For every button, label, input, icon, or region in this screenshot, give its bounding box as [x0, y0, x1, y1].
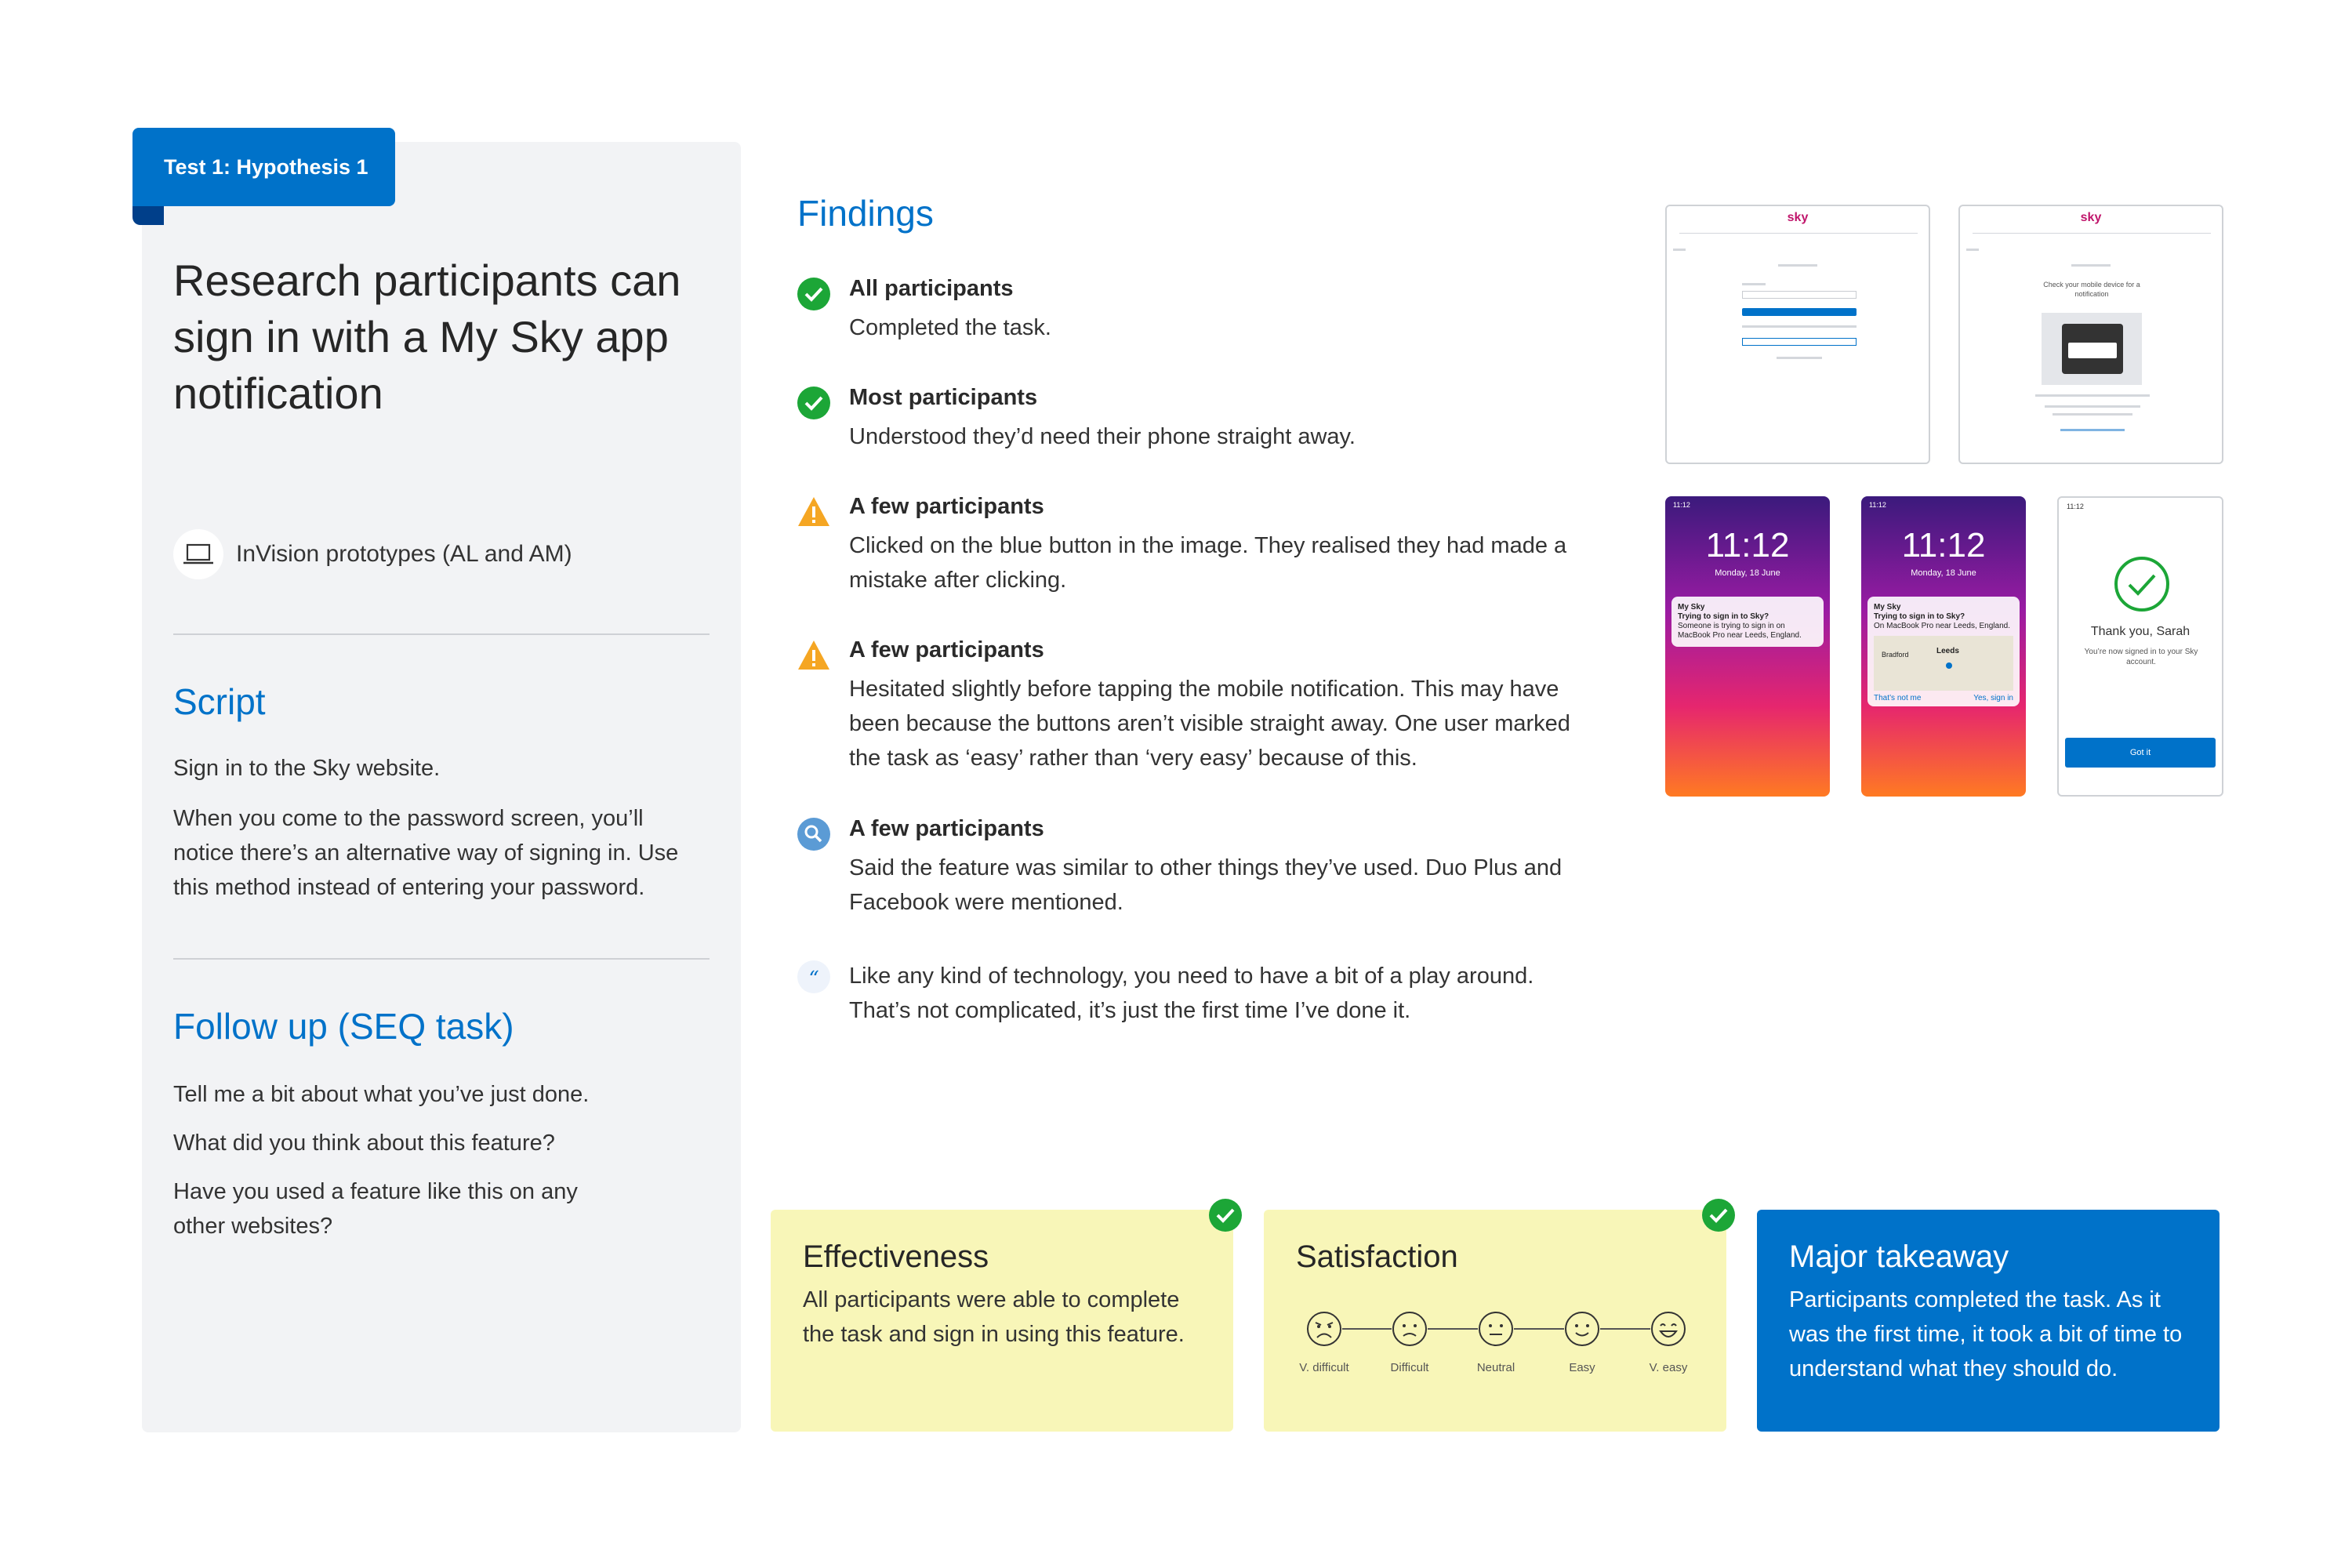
- status-time: 11:12: [1869, 501, 1886, 509]
- thank-you-screen-thumbnail: [2057, 496, 2223, 797]
- phone-time: 11:12: [1901, 526, 1986, 564]
- follow-up-question: Tell me a bit about what you’ve just done.: [173, 1082, 590, 1107]
- instruction-line: [2035, 394, 2150, 397]
- phone-date: Monday, 18 June: [1715, 568, 1780, 578]
- satisfaction-check-icon: [1702, 1199, 1735, 1232]
- thanks-title: Thank you, Sarah: [2090, 625, 2190, 638]
- easy-face-icon: [1564, 1311, 1600, 1347]
- scale-label: V. easy: [1649, 1361, 1688, 1374]
- svg-text:“: “: [808, 967, 819, 991]
- difficult-face-icon: [1392, 1311, 1428, 1347]
- instruction-line: [2045, 405, 2140, 408]
- script-paragraph: Sign in to the Sky website.: [173, 756, 441, 781]
- follow-up-question: What did you think about this feature?: [173, 1131, 555, 1156]
- status-time: 11:12: [2067, 503, 2084, 510]
- finding-body: Understood they’d need their phone straight away.: [849, 424, 1356, 449]
- header-divider: [1973, 233, 2211, 234]
- follow-up-question: Have you used a feature like this on any other websites?: [173, 1179, 578, 1239]
- help-link: [2060, 429, 2125, 431]
- follow-up-title: Follow up (SEQ task): [173, 1006, 514, 1047]
- finding-heading: A few participants: [849, 637, 1044, 662]
- phone-illustration: [2042, 313, 2142, 385]
- phone-time: 11:12: [1705, 526, 1790, 564]
- notification-shape: [2068, 343, 2117, 358]
- finding-body: Completed the task.: [849, 315, 1051, 340]
- notification-title: Trying to sign in to Sky?: [1678, 612, 1769, 621]
- effectiveness-card: [771, 1210, 1233, 1432]
- notification-app: My Sky: [1874, 603, 1901, 612]
- decline-action: That’s not me: [1874, 694, 1922, 702]
- sky-logo: sky: [1787, 211, 1809, 224]
- findings-title: Findings: [797, 193, 934, 234]
- success-check-icon: [2114, 556, 2170, 612]
- finding-heading: Most participants: [849, 385, 1038, 410]
- accept-action: Yes, sign in: [1973, 694, 2013, 702]
- test-tab: Test 1: Hypothesis 1: [132, 128, 395, 206]
- effectiveness-title: Effectiveness: [803, 1240, 989, 1274]
- check-device-screen-thumbnail: [1958, 205, 2223, 464]
- quote-text: Like any kind of technology, you need to have a bit of a play around. That’s not complicated, it’s just the first time I’ve done it.: [849, 964, 1534, 1023]
- divider: [173, 633, 710, 635]
- satisfaction-scale: [1294, 1305, 1702, 1383]
- neutral-face-icon: [1478, 1311, 1514, 1347]
- magnifier-icon: [797, 818, 830, 851]
- email-text: [2071, 264, 2111, 267]
- finding-body: Clicked on the blue button in the image. They realised they had made a mistake after clicking.: [849, 533, 1567, 593]
- instruction-line: [2053, 413, 2132, 416]
- notification-card: [1867, 597, 2020, 706]
- notification-body: On MacBook Pro near Leeds, England.: [1874, 622, 2010, 630]
- script-paragraph: When you come to the password screen, you’ll notice there’s an alternative way of signing in. Use this method instead of entering your password.: [173, 806, 679, 900]
- thanks-body: You’re now signed in to your Sky account.: [2084, 648, 2198, 666]
- hypothesis-title: Research participants can sign in with a My Sky app notification: [173, 256, 681, 418]
- prototype-info: [173, 529, 572, 579]
- scale-label: Easy: [1569, 1361, 1595, 1374]
- sign-in-button: [1742, 308, 1857, 316]
- alt-sign-in-text: [1742, 325, 1857, 328]
- finding-body: Hesitated slightly before tapping the mobile notification. This may have been because the buttons aren’t visible straight away. One user marked the task as ‘easy’ rather than ‘very easy’ because of this.: [849, 677, 1570, 771]
- map-preview: [1874, 636, 2013, 691]
- quote-icon: [797, 960, 830, 993]
- green-check-icon: [797, 387, 830, 419]
- sky-logo: sky: [2080, 211, 2102, 224]
- takeaway-title: Major takeaway: [1789, 1240, 2009, 1274]
- header-divider: [1679, 233, 1918, 234]
- notification-title: Trying to sign in to Sky?: [1874, 612, 1965, 621]
- script-title: Script: [173, 681, 266, 722]
- phone-date: Monday, 18 June: [1911, 568, 1976, 578]
- finding-heading: A few participants: [849, 816, 1044, 841]
- map-label: Leeds: [1936, 647, 1959, 655]
- satisfaction-title: Satisfaction: [1296, 1240, 1458, 1274]
- back-link: [1966, 249, 1979, 251]
- prototype-label: InVision prototypes (AL and AM): [236, 541, 572, 567]
- expanded-notification-thumbnail: [1861, 496, 2026, 797]
- notification-app: My Sky: [1678, 603, 1705, 612]
- warning-icon: [797, 639, 830, 672]
- scale-label: Neutral: [1476, 1361, 1515, 1374]
- status-time: 11:12: [1673, 501, 1690, 509]
- check-device-text: Check your mobile device for a notification: [2043, 281, 2140, 298]
- very-easy-face-icon: [1650, 1311, 1686, 1347]
- scale-label: V. difficult: [1299, 1361, 1349, 1374]
- map-label: Bradford: [1882, 651, 1909, 659]
- notification-card: [1671, 597, 1824, 647]
- forgot-password-link: [1777, 357, 1822, 359]
- scale-label: Difficult: [1390, 1361, 1429, 1374]
- takeaway-text: Participants completed the task. As it was the first time, it took a bit of time to understand what they should do.: [1789, 1287, 2183, 1381]
- map-pin: [1946, 662, 1952, 669]
- divider: [173, 958, 710, 960]
- got-it-button: Got it: [2065, 738, 2216, 768]
- effectiveness-text: All participants were able to complete the task and sign in using this feature.: [803, 1287, 1185, 1347]
- password-label: [1742, 283, 1766, 285]
- warning-icon: [797, 495, 830, 528]
- lock-screen-thumbnail: [1665, 496, 1830, 797]
- notification-body: Someone is trying to sign in on MacBook Pro near Leeds, England.: [1678, 622, 1802, 640]
- major-takeaway-card: [1757, 1210, 2220, 1432]
- sign-in-with-app-button: [1742, 338, 1857, 346]
- finding-body: Said the feature was similar to other things they’ve used. Duo Plus and Facebook were mentioned.: [849, 855, 1563, 915]
- back-link: [1673, 249, 1686, 251]
- password-field: [1742, 291, 1857, 299]
- notification-actions: [1874, 694, 2013, 703]
- laptop-icon: [173, 529, 223, 579]
- very-difficult-face-icon: [1306, 1311, 1342, 1347]
- password-screen-thumbnail: [1665, 205, 1930, 464]
- effectiveness-check-icon: [1209, 1199, 1242, 1232]
- finding-heading: A few participants: [849, 494, 1044, 519]
- green-check-icon: [797, 278, 830, 310]
- finding-heading: All participants: [849, 276, 1014, 301]
- email-text: [1778, 264, 1817, 267]
